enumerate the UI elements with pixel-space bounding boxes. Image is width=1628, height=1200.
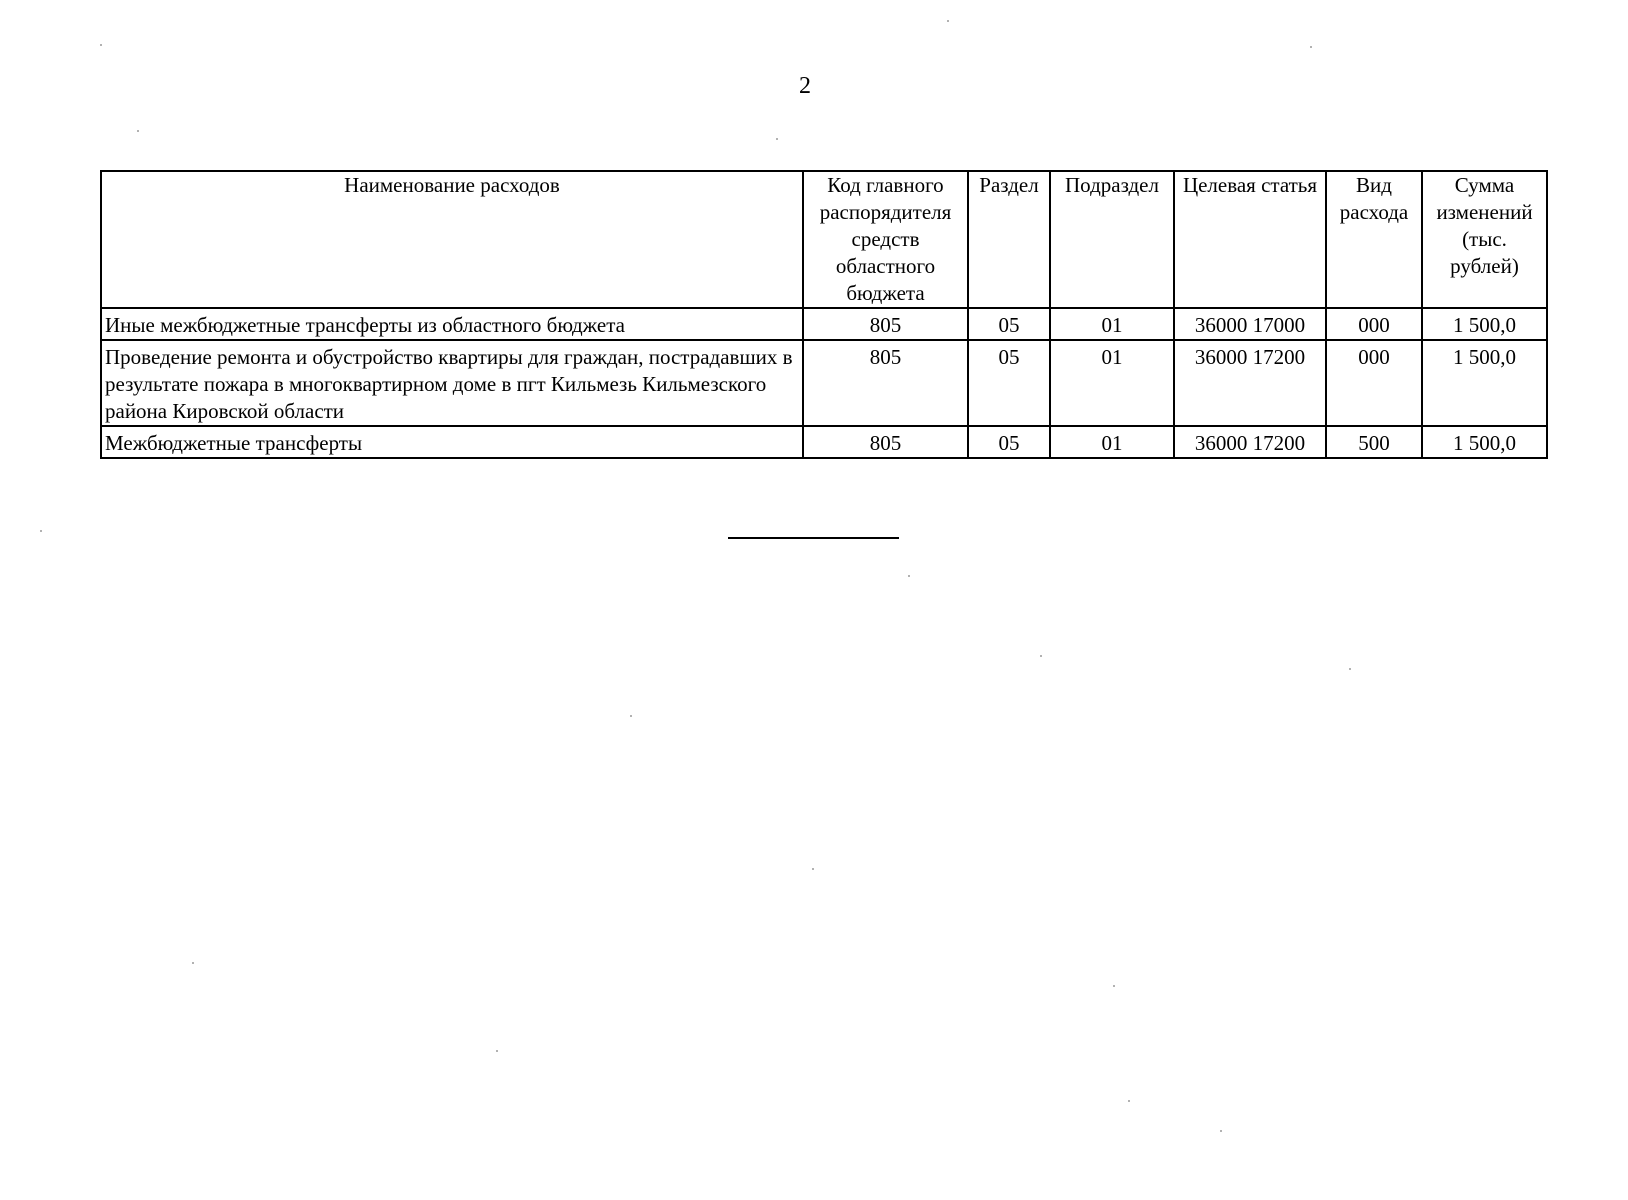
cell-expense-name: Иные межбюджетные трансферты из областного бюджета — [101, 308, 803, 340]
cell-section: 05 — [968, 426, 1050, 458]
cell-subsection: 01 — [1050, 426, 1174, 458]
cell-expense-type: 000 — [1326, 308, 1422, 340]
scan-speck — [1113, 985, 1115, 987]
cell-manager-code: 805 — [803, 426, 968, 458]
header-subsection: Подраздел — [1050, 171, 1174, 308]
page-number: 2 — [799, 73, 811, 99]
header-target-article: Целевая статья — [1174, 171, 1326, 308]
header-section: Раздел — [968, 171, 1050, 308]
cell-expense-type: 500 — [1326, 426, 1422, 458]
cell-manager-code: 805 — [803, 308, 968, 340]
end-of-document-line — [728, 537, 899, 539]
cell-expense-name: Межбюджетные трансферты — [101, 426, 803, 458]
scan-speck — [947, 20, 949, 22]
scan-speck — [630, 715, 632, 717]
table-row — [101, 426, 1547, 458]
header-manager-code: Код главного распорядителя средств областного бюджета — [803, 171, 968, 308]
header-change-amount: Сумма изменений (тыс. рублей) — [1422, 171, 1547, 308]
cell-target-article: 36000 17000 — [1174, 308, 1326, 340]
table-row — [101, 340, 1547, 426]
scan-speck — [40, 530, 42, 532]
cell-change-amount: 1 500,0 — [1422, 308, 1547, 340]
header-expense-name: Наименование расходов — [101, 171, 803, 308]
scan-speck — [1040, 655, 1042, 657]
scan-speck — [812, 868, 814, 870]
cell-subsection: 01 — [1050, 340, 1174, 426]
cell-expense-name: Проведение ремонта и обустройство квартиры для граждан, пострадавших в результате пожара в многоквартирном доме в пгт Кильмезь Кильмезского района Кировской области — [101, 340, 803, 426]
scan-speck — [192, 962, 194, 964]
cell-change-amount: 1 500,0 — [1422, 340, 1547, 426]
table-row — [101, 308, 1547, 340]
header-expense-type: Вид расхода — [1326, 171, 1422, 308]
scan-speck — [1310, 46, 1312, 48]
scan-speck — [1128, 1100, 1130, 1102]
cell-section: 05 — [968, 340, 1050, 426]
scan-speck — [496, 1050, 498, 1052]
cell-change-amount: 1 500,0 — [1422, 426, 1547, 458]
scan-speck — [1220, 1130, 1222, 1132]
expenses-table — [100, 170, 1548, 459]
cell-subsection: 01 — [1050, 308, 1174, 340]
cell-target-article: 36000 17200 — [1174, 340, 1326, 426]
cell-section: 05 — [968, 308, 1050, 340]
cell-expense-type: 000 — [1326, 340, 1422, 426]
table-header-row — [101, 171, 1547, 308]
scan-speck — [100, 44, 102, 46]
cell-manager-code: 805 — [803, 340, 968, 426]
scan-speck — [1349, 668, 1351, 670]
scan-speck — [776, 138, 778, 140]
cell-target-article: 36000 17200 — [1174, 426, 1326, 458]
scan-speck — [908, 575, 910, 577]
scan-speck — [137, 130, 139, 132]
